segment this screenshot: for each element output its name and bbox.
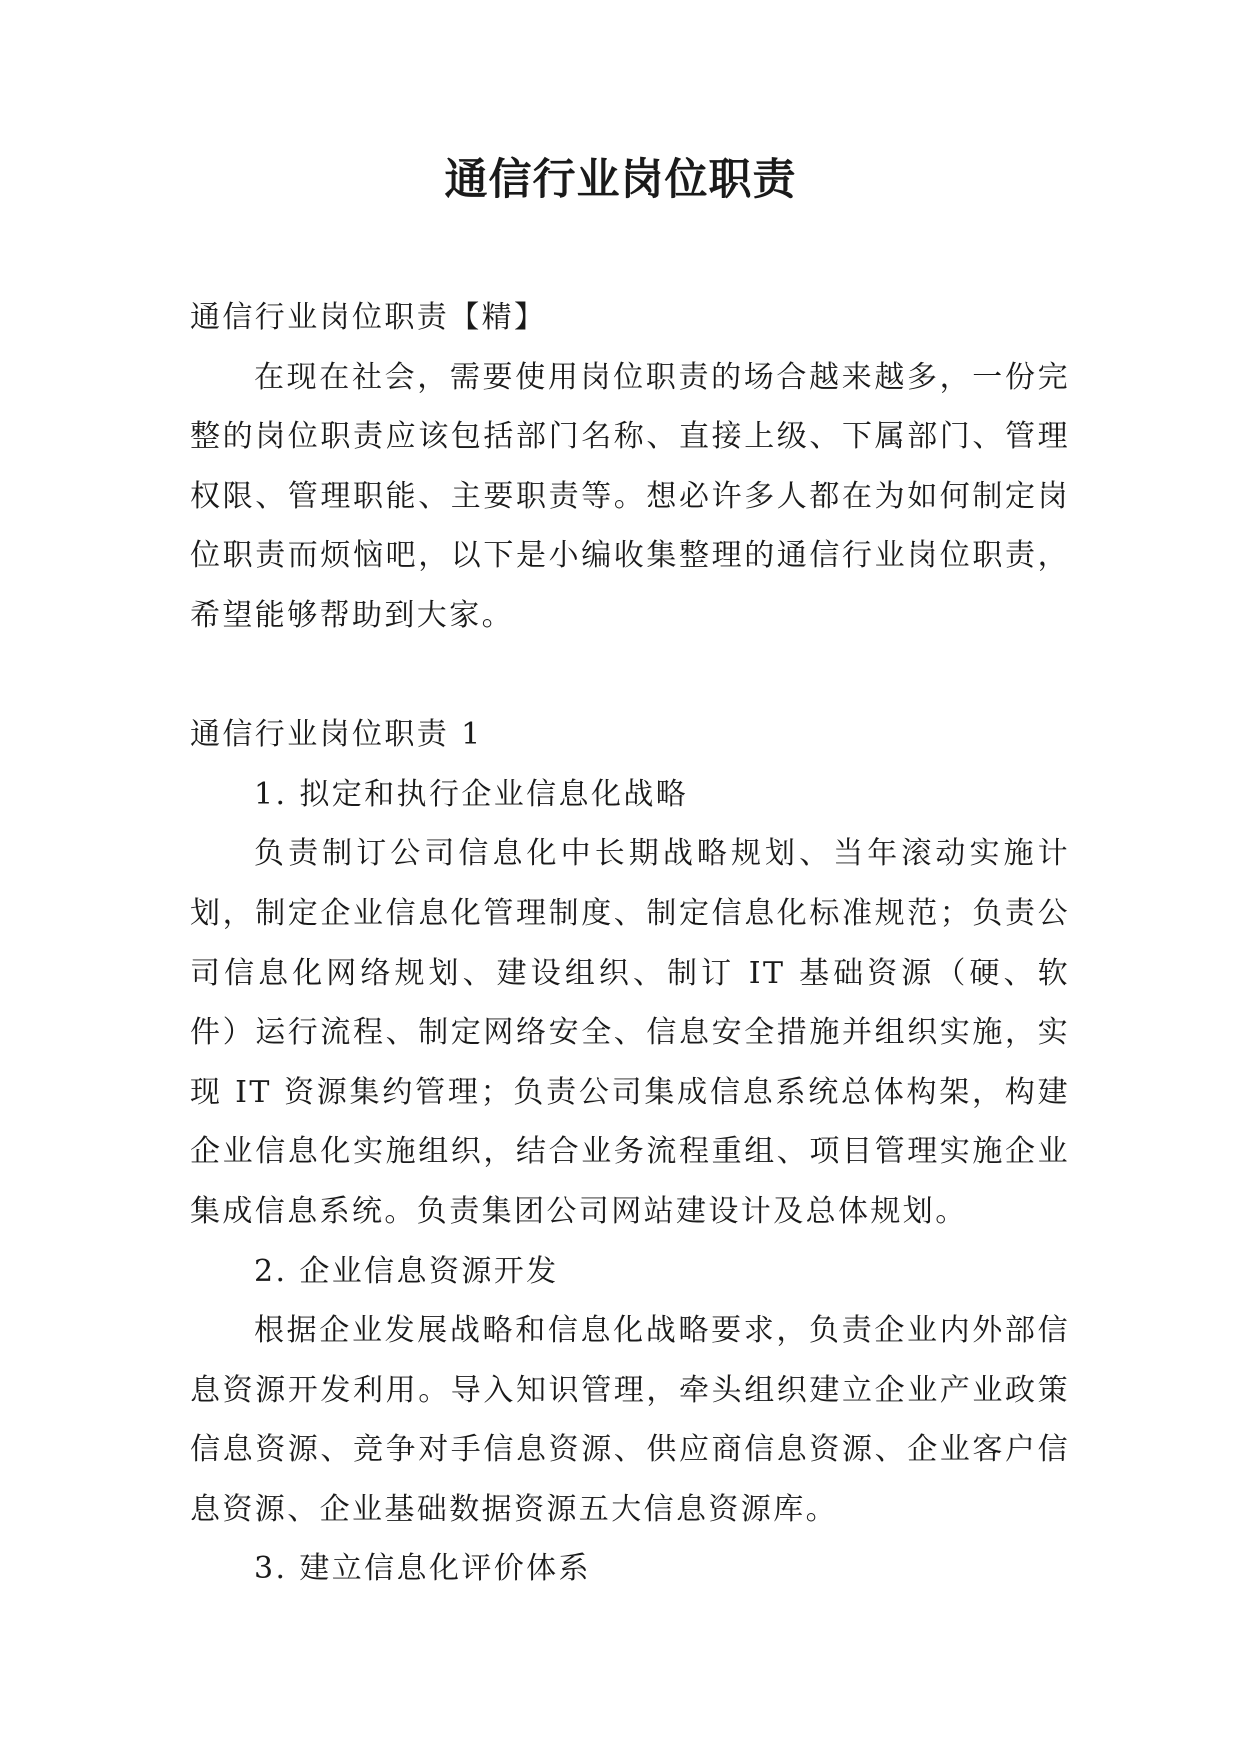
document-body (190, 288, 1070, 1599)
section-heading: 通信行业岗位职责 1 (190, 717, 483, 753)
item-1-text: 负责制订公司信息化中长期战略规划、当年滚动实施计划，制定企业信息化管理制度、制定信息化标准规范；负责公司信息化网络规划、建设组织、制订 IT 基础资源（硬、软件）运行流程、制定网络安全、信息安全措施并组织实施，实现 IT 资源集约管理；负责公司集成信息系统总体构架，构建企业信息化实施组织，结合业务流程重组、项目管理实施企业集成信息系统。负责集团公司网站建设计及总体规划。 (190, 836, 1070, 1229)
item-2-text: 根据企业发展战略和信息化战略要求，负责企业内外部信息资源开发利用。导入知识管理，牵头组织建立企业产业政策信息资源、竞争对手信息资源、供应商信息资源、企业客户信息资源、企业基础数据资源五大信息资源库。 (190, 1313, 1070, 1527)
document-title: 通信行业岗位职责 (444, 155, 797, 205)
document-subtitle: 通信行业岗位职责【精】 (190, 300, 547, 335)
item-3-heading: 3. 建立信息化评价体系 (254, 1551, 591, 1587)
intro-paragraph: 在现在社会，需要使用岗位职责的场合越来越多，一份完整的岗位职责应该包括部门名称、直接上级、下属部门、管理权限、管理职能、主要职责等。想必许多人都在为如何制定岗位职责而烦恼吧，以下是小编收集整理的通信行业岗位职责，希望能够帮助到大家。 (190, 359, 1070, 633)
item-2-heading: 2. 企业信息资源开发 (254, 1253, 559, 1289)
paragraph-gap (190, 646, 1070, 706)
item-1-heading: 1. 拟定和执行企业信息化战略 (254, 776, 689, 812)
